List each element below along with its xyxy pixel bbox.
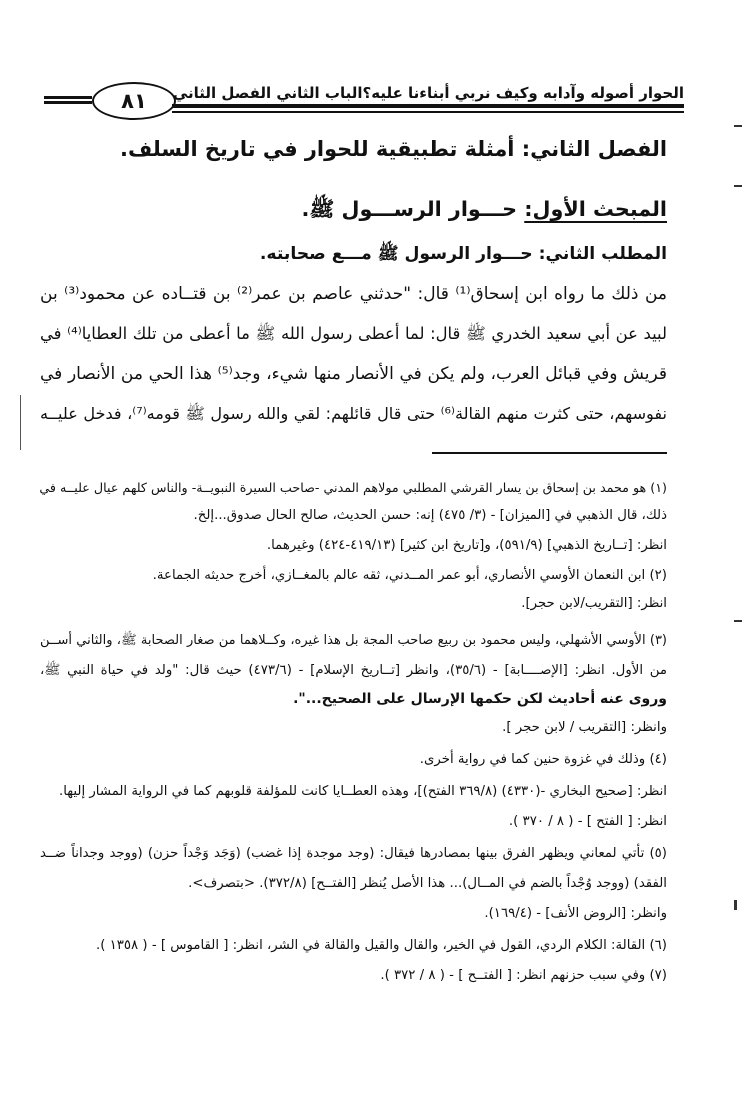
chapter-title: الفصل الثاني: أمثلة تطبيقية للحوار في تاريخ السلف.: [120, 137, 667, 161]
margin-mark: [734, 900, 737, 910]
footnote-line: انظر: [ الفتح ] - ( ٨ / ٣٧٠ ).: [508, 814, 667, 829]
page-header: [44, 80, 684, 120]
footnote-divider: [432, 452, 667, 454]
body-line: لبيد عن أبي سعيد الخدري ﷺ قال: لما أعطى رسول الله ﷺ ما أعطى من تلك العطايا⁽⁴⁾ في: [40, 324, 667, 343]
footnote-line: (٣) الأوسي الأشهلي، وليس محمود بن ربيع صاحب المجة بل هذا غيره، وكــلاهما من صغار الصحابة ﷺ، والثاني أســن: [40, 633, 667, 648]
footnote-line: وروى عنه أحاديث لكن حكمها الإرسال على الصحيح...".: [293, 691, 667, 707]
page-number: ٨١: [121, 89, 147, 113]
margin-mark: [734, 620, 742, 622]
running-header-chapter: الباب الثاني الفصل الثاني: [172, 84, 363, 102]
header-thick-rule: [172, 104, 684, 108]
section-label: المبحث الأول:: [524, 197, 667, 221]
section-title: [300, 197, 667, 227]
footnote-line: انظر: [تــاريخ الذهبي] (٥٩١/٩)، و[تاريخ ابن كثير] (٤١٩/١٣-٤٢٤) وغيرهما.: [266, 538, 667, 553]
footnote-line: ذلك، قال الذهبي في [الميزان] - (٣/ ٤٧٥) إنه: حسن الحديث، صالح الحال صدوق...إلخ.: [193, 508, 667, 523]
margin-mark: [20, 395, 21, 450]
running-header: [172, 80, 684, 102]
footnote-line: وانظر: [التقريب / لابن حجر ].: [502, 720, 667, 735]
margin-mark: [734, 185, 742, 187]
running-header-book-title: الحوار أصوله وآدابه وكيف نربي أبناءنا عليه؟: [362, 84, 684, 102]
body-line: من ذلك ما رواه ابن إسحاق⁽¹⁾ قال: "حدثني عاصم بن عمر⁽²⁾ بن قتــاده عن محمود⁽³⁾ بن: [40, 284, 667, 304]
body-line: قريش وفي قبائل العرب، ولم يكن في الأنصار منها شيء، وجد⁽⁵⁾ هذا الحي من الأنصار في: [40, 364, 667, 384]
section-text: حـــوار الرســـول ﷺ.: [301, 197, 518, 221]
footnote-line: من الأول. انظر: [الإصــــابة] - (٣٥/٦)، وانظر [تــاريخ الإسلام] - (٤٧٣/٦) حيث قال: "ولد في حياة النبي ﷺ،: [40, 663, 668, 678]
body-line: نفوسهم، حتى كثرت منهم القالة⁽⁶⁾ حتى قال قائلهم: لقي والله رسول ﷺ قومه⁽⁷⁾، فدخل عليــه: [40, 404, 667, 423]
header-thin-rule: [172, 111, 684, 113]
footnote-line: (٤) وذلك في غزوة حنين كما في رواية أخرى.: [419, 752, 667, 767]
footnote-line: (٢) ابن النعمان الأوسي الأنصاري، أبو عمر المــدني، ثقه عالم بالمغــازي، أخرج حديثه الجماعة.: [152, 568, 667, 583]
footnote-line: وانظر: [الروض الأنف] - (١٦٩/٤).: [484, 906, 667, 921]
subsection-title: المطلب الثاني: حـــوار الرسول ﷺ مـــع صحابته.: [259, 244, 667, 264]
footnote-line: انظر: [التقريب/لابن حجر].: [521, 596, 667, 611]
footnote-line: (١) هو محمد بن إسحاق بن يسار القرشي المطلبي مولاهم المدني -صاحب السيرة النبويــة- والناس كلهم عيال عليــه في: [39, 480, 667, 495]
header-left-rule: [44, 96, 92, 99]
footnote-line: الفقد) (ووجد وُجْداً بالضم في المــال)... هذا الأصل يُنظر [الفتــح] (٣٧٢/٨). <بتصرف>.: [188, 876, 667, 891]
footnote-line: (٦) القالة: الكلام الردي، القول في الخير، والقال والقيل والقالة في الشر، انظر: [ القاموس ] - ( ١٣٥٨ ).: [95, 938, 667, 953]
footnote-line: (٥) تأتي لمعاني ويظهر الفرق بينها بمصادرها فيقال: (وجد موجدة إذا غضب) (وَجَد وَجْداً حزن) (ووجد وجداناً ضــد: [40, 846, 667, 861]
footnote-line: انظر: [صحيح البخاري -(٤٣٣٠) (٣٦٩/٨ الفتح)]، وهذه العطــايا كانت للمؤلفة قلوبهم كما في الرواية المشار إليها.: [58, 784, 667, 799]
page-number-badge: [92, 82, 176, 120]
margin-mark: [734, 125, 742, 127]
footnote-line: (٧) وفي سبب حزنهم انظر: [ الفتــح ] - ( ٨ / ٣٧٢ ).: [380, 968, 667, 983]
